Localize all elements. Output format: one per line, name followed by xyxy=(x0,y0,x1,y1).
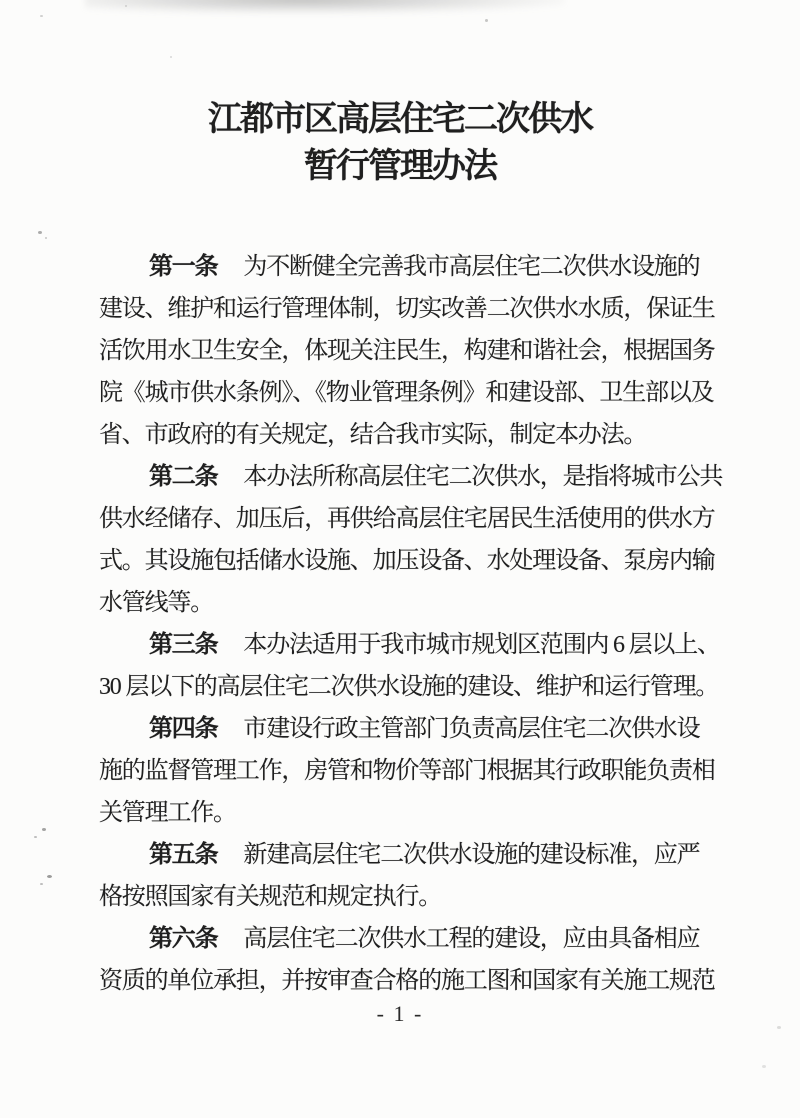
scan-speckle xyxy=(40,883,43,885)
body-line-text: 本办法适用于我市城市规划区范围内 6 层以上、 xyxy=(243,632,720,658)
body-line xyxy=(99,624,759,666)
article-number-label: 第六条 xyxy=(149,926,218,952)
scan-smudge-top xyxy=(85,0,565,14)
scan-speckle xyxy=(40,15,43,17)
body-line xyxy=(99,834,759,876)
body-line: 水管线等。 xyxy=(99,590,213,616)
body-line: 活饮用水卫生安全，体现关注民生，构建和谐社会，根据国务 xyxy=(99,338,715,364)
body-line: 30 层以下的高层住宅二次供水设施的建设、维护和运行管理。 xyxy=(99,674,719,700)
page-number: - 1 - xyxy=(376,1001,424,1026)
scan-speckle xyxy=(42,828,46,831)
body-line-text: 高层住宅二次供水工程的建设，应由具备相应 xyxy=(243,926,700,952)
scan-speckle xyxy=(125,5,127,7)
body-line xyxy=(99,456,759,498)
scan-speckle xyxy=(47,875,52,878)
document-title xyxy=(0,96,800,190)
document-title-line-2: 暂行管理办法 xyxy=(304,148,496,185)
body-line: 关管理工作。 xyxy=(99,800,236,826)
article-number-label: 第四条 xyxy=(149,716,218,742)
body-line: 施的监督管理工作，房管和物价等部门根据其行政职能负责相 xyxy=(99,758,715,784)
body-line: 格按照国家有关规范和规定执行。 xyxy=(99,884,441,910)
document-title-line-1: 江都市区高层住宅二次供水 xyxy=(208,101,592,138)
body-line xyxy=(99,246,759,288)
body-line-text: 市建设行政主管部门负责高层住宅二次供水设 xyxy=(243,716,700,742)
scan-speckle xyxy=(45,237,47,239)
scan-speckle xyxy=(762,1065,766,1068)
body-line: 建设、维护和运行管理体制，切实改善二次供水水质，保证生 xyxy=(99,296,715,322)
scan-speckle xyxy=(34,836,37,838)
document-body xyxy=(99,246,759,1002)
body-line-text: 新建高层住宅二次供水设施的建设标准，应严 xyxy=(243,842,700,868)
body-line-text: 为不断健全完善我市高层住宅二次供水设施的 xyxy=(243,254,700,280)
article-number-label: 第一条 xyxy=(149,254,218,280)
article-number-label: 第二条 xyxy=(149,464,218,490)
body-line: 供水经储存、加压后，再供给高层住宅居民生活使用的供水方 xyxy=(99,506,715,532)
body-line: 资质的单位承担，并按审查合格的施工图和国家有关施工规范 xyxy=(99,968,715,994)
body-line: 式。其设施包括储水设施、加压设备、水处理设备、泵房内输 xyxy=(99,548,715,574)
article-number-label: 第三条 xyxy=(149,632,218,658)
body-line xyxy=(99,918,759,960)
body-line xyxy=(99,708,759,750)
scan-speckle xyxy=(170,56,172,58)
body-line: 院《城市供水条例》、《物业管理条例》和建设部、卫生部以及 xyxy=(99,380,714,406)
scan-speckle xyxy=(485,19,488,22)
body-line: 省、市政府的有关规定，结合我市实际，制定本办法。 xyxy=(99,422,647,448)
scan-speckle xyxy=(38,231,42,234)
body-line-text: 本办法所称高层住宅二次供水，是指将城市公共 xyxy=(243,464,723,490)
article-number-label: 第五条 xyxy=(149,842,218,868)
